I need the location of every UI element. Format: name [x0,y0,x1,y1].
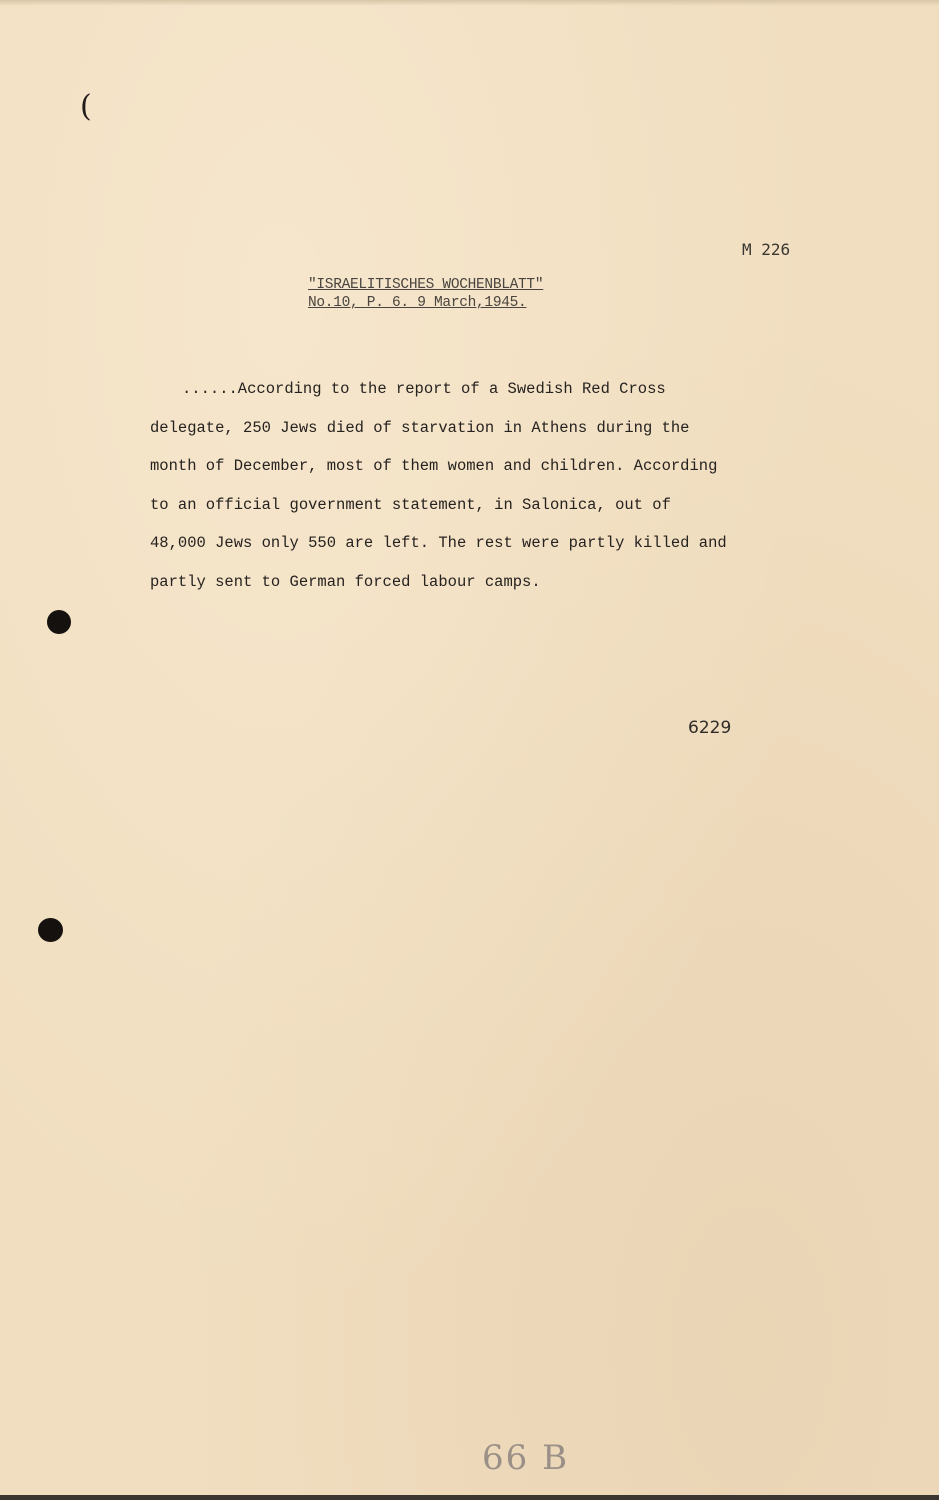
body-line: partly sent to German forced labour camps. [150,572,541,591]
header-issue: No.10, P. 6. 9 March,1945. [308,295,527,311]
reference-number: M 226 [742,240,791,259]
body-line: 48,000 Jews only 550 are left. The rest were partly killed and [150,534,727,553]
punch-hole-icon [47,610,71,634]
body-line: delegate, 250 Jews died of starvation in Athens during the [150,418,690,437]
header-publication: "ISRAELITISCHES WOCHENBLATT" [308,277,544,293]
page-bottom-edge [0,1495,939,1500]
body-line: to an official government statement, in Salonica, out of [150,495,671,514]
folio-number: 6229 [688,718,732,738]
margin-mark: ( [80,89,92,124]
page-top-edge [0,0,939,6]
handwritten-note: 66 B [482,1438,570,1478]
punch-hole-icon [38,918,63,942]
body-line: month of December, most of them women and children. According [150,457,718,476]
source-header [308,276,608,312]
body-line: ......According to the report of a Swedish Red Cross [182,380,666,398]
body-paragraph [150,370,780,602]
